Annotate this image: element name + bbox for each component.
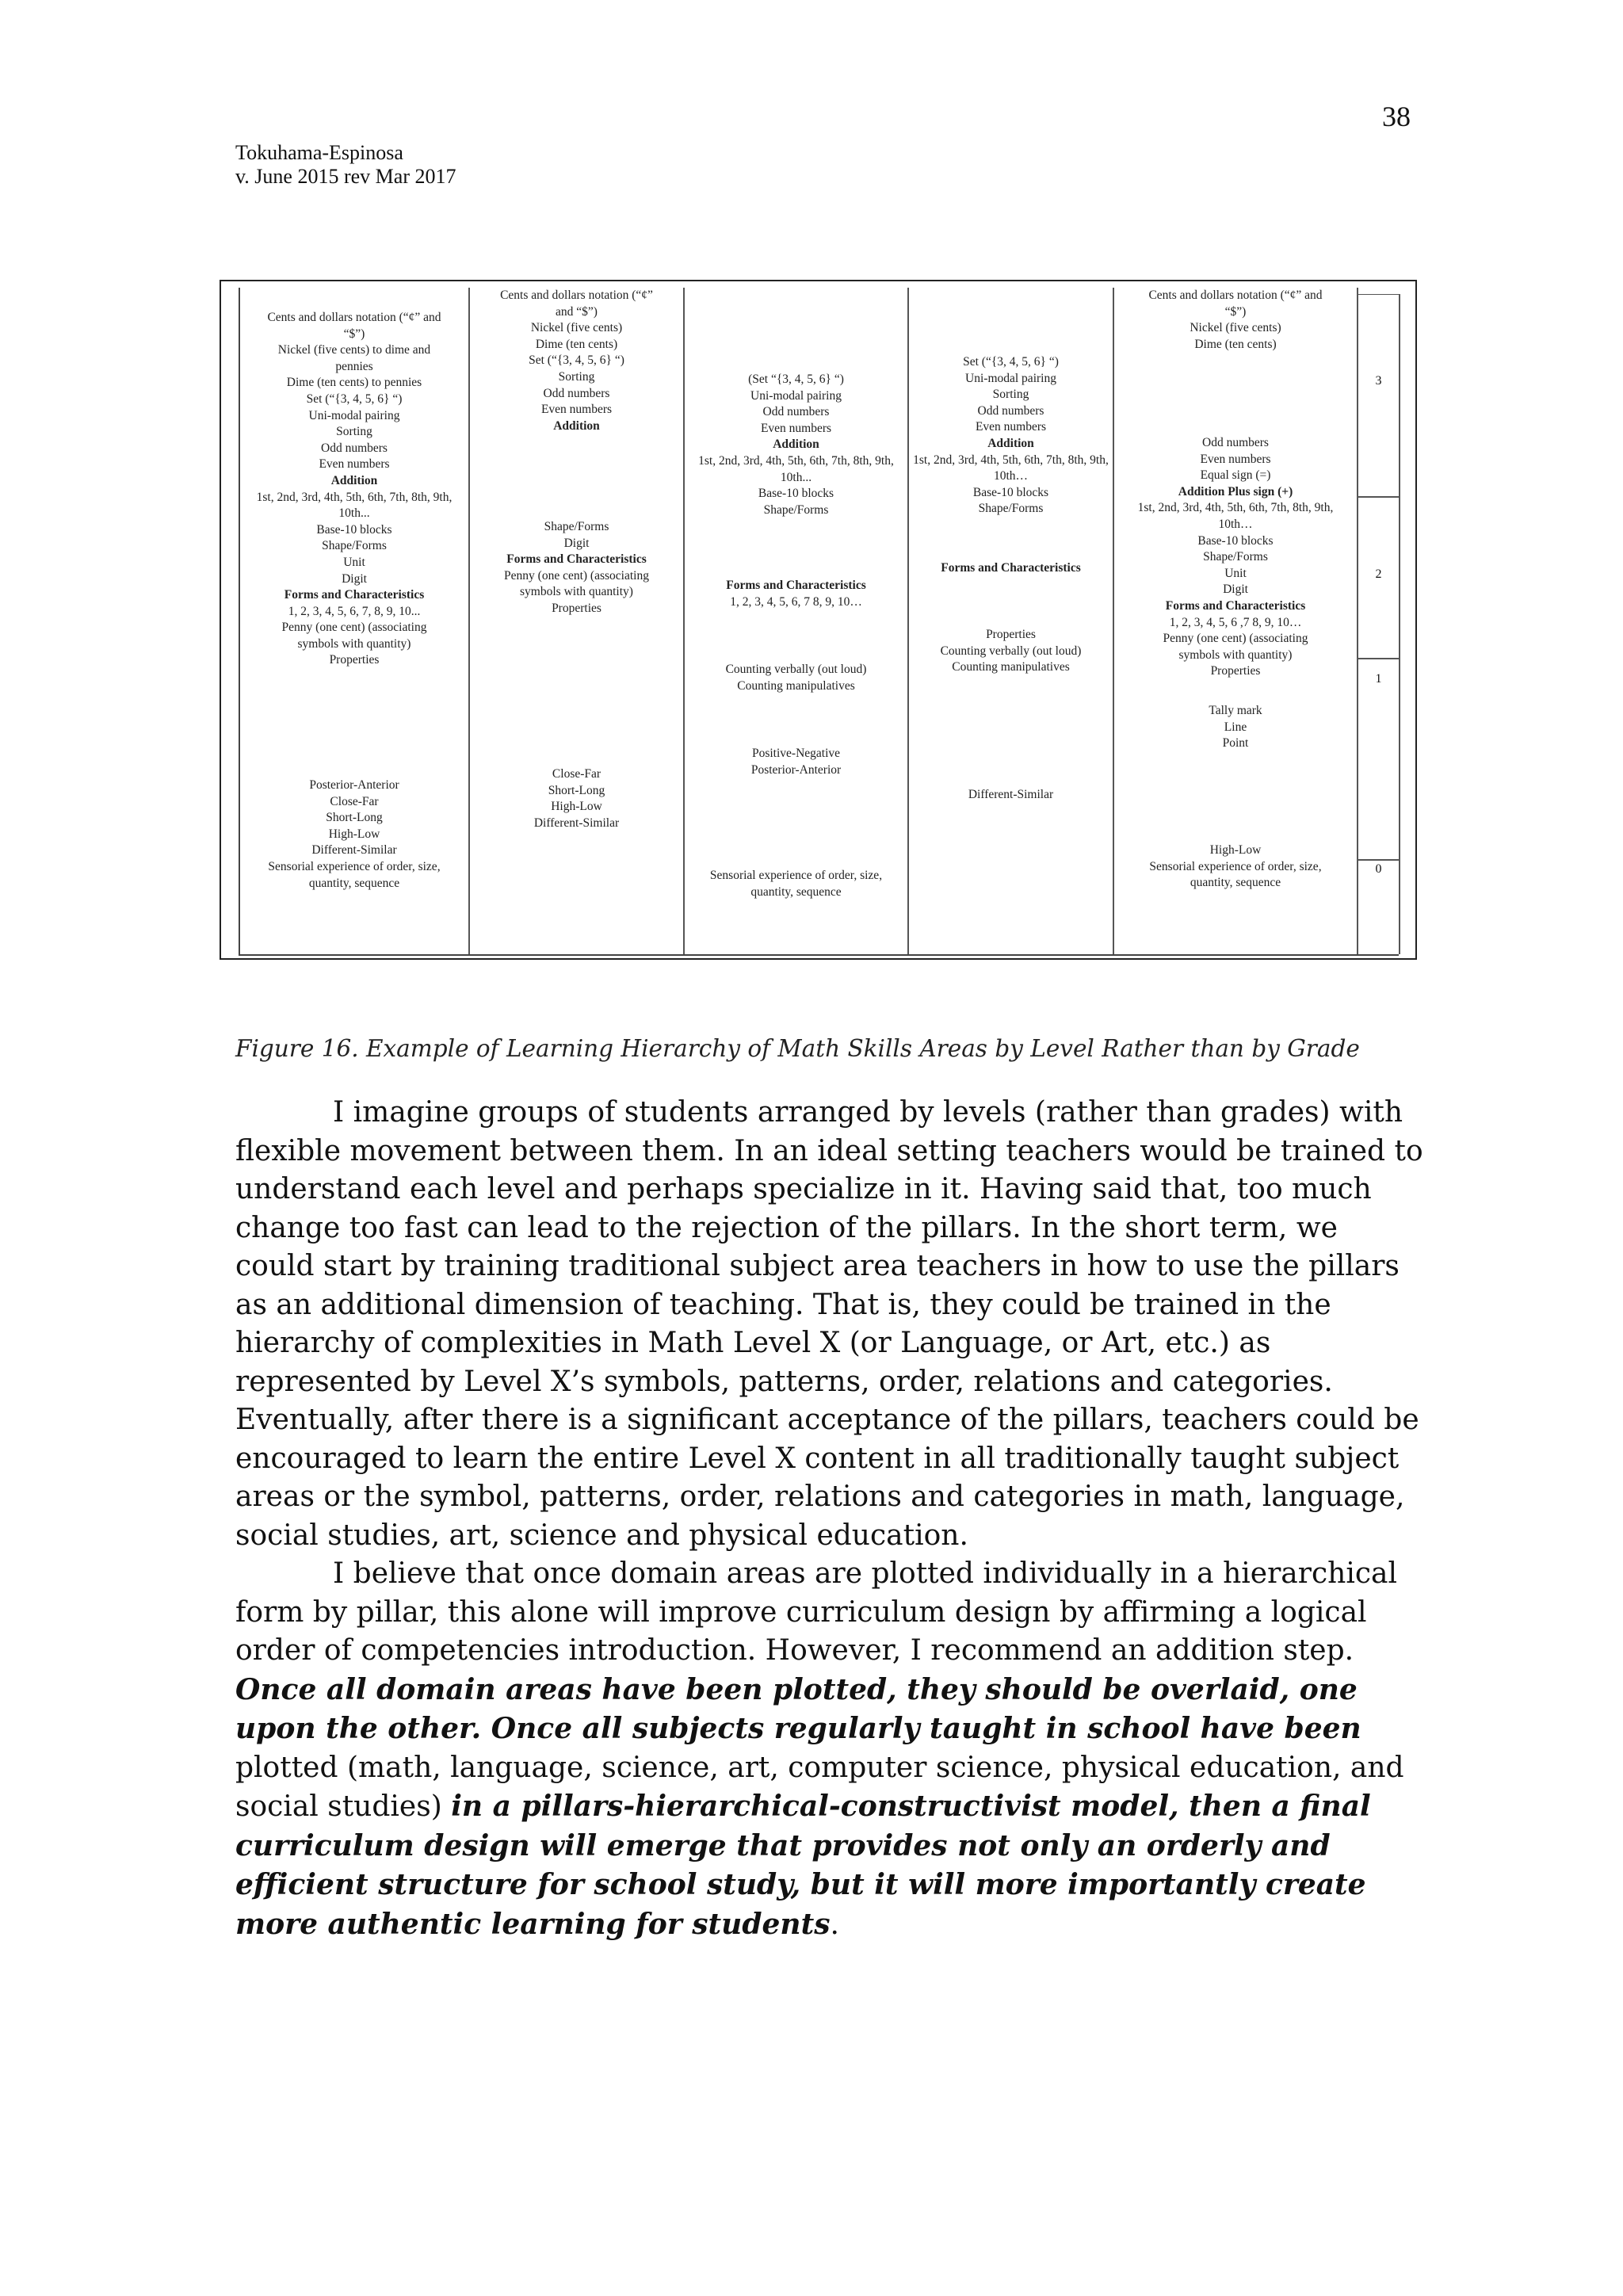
level-number: 3 — [1375, 374, 1382, 388]
level-box-2 — [1358, 496, 1399, 659]
figure-cell-line: High-Low — [1209, 843, 1262, 857]
figure-cell-line: Counting manipulatives — [952, 660, 1070, 674]
figure-cell-line: Unit — [343, 555, 365, 569]
body-paragraph-2 — [235, 1555, 1424, 1944]
figure-cell-line: Base-10 blocks — [972, 485, 1049, 499]
figure-cell-block — [909, 787, 1113, 804]
figure-cell-line: Short-Long — [548, 783, 605, 797]
figure-cell-line: pennies — [335, 359, 373, 373]
figure-cell-block — [909, 354, 1113, 518]
level-column-4 — [909, 288, 1114, 954]
figure-cell-block — [470, 288, 683, 434]
figure-cell-line: quantity, sequence — [308, 876, 400, 890]
figure-cell-block — [909, 560, 1113, 577]
figure-cell-line: 10th... — [780, 470, 812, 484]
figure-cell-block — [1114, 842, 1357, 892]
figure-cell-line: Addition — [773, 437, 819, 452]
figure-cell-line: Properties — [329, 653, 380, 667]
figure-cell-line: Line — [1224, 720, 1247, 734]
figure-cell-line: Addition — [330, 473, 378, 487]
figure-cell-line: 1, 2, 3, 4, 5, 6 ,7 8, 9, 10… — [1169, 615, 1302, 629]
figure-cell-line: Odd numbers — [1202, 436, 1269, 449]
figure-cell-line: quantity, sequence — [1190, 876, 1281, 890]
figure-cell-line: Counting verbally (out loud) — [940, 644, 1082, 658]
level-number: 1 — [1375, 672, 1382, 686]
figure-cell-line: Base-10 blocks — [1197, 533, 1274, 548]
figure-cell-line: Cents and dollars notation (“¢” — [500, 288, 653, 302]
figure-cell-line: Sensorial experience of order, size, — [268, 859, 441, 873]
figure-cell-block — [685, 746, 907, 778]
figure-cell-line: symbols with quantity) — [1178, 648, 1293, 662]
figure-cell-line: Shape/Forms — [763, 502, 829, 517]
figure-cell-line: 1, 2, 3, 4, 5, 6, 7 8, 9, 10… — [730, 594, 862, 609]
figure-cell-line: 10th… — [993, 469, 1029, 483]
figure-cell-line: “$”) — [343, 327, 365, 341]
figure-cell-line: Sensorial experience of order, size, — [1149, 859, 1322, 873]
figure-cell-line: Even numbers — [319, 457, 390, 472]
figure-cell-line: Counting manipulatives — [737, 678, 855, 693]
level-box-0 — [1358, 859, 1399, 955]
running-header-version: v. June 2015 rev Mar 2017 — [235, 165, 456, 188]
paragraph-text: plotted (math, language, science, art, computer science, physical education, and social studies) — [235, 1751, 1404, 1823]
level-number: 0 — [1375, 862, 1382, 876]
figure-cell-line: Even numbers — [1200, 452, 1271, 466]
figure-cell-line: Nickel (five cents) — [530, 321, 623, 335]
figure-cell-line: Different-Similar — [311, 843, 397, 858]
figure-cell-block — [240, 310, 468, 669]
figure-cell-line: 1, 2, 3, 4, 5, 6, 7, 8, 9, 10... — [288, 604, 421, 618]
level-column-2 — [470, 288, 685, 954]
figure-cell-line: Tally mark — [1209, 704, 1262, 717]
level-column-5 — [1114, 288, 1358, 954]
figure-cell-line: Dime (ten cents) — [535, 337, 618, 351]
figure-cell-line: Even numbers — [760, 421, 832, 435]
figure-cell-line: Cents and dollars notation (“¢” and — [267, 311, 441, 324]
figure-cell-line: Shape/Forms — [322, 539, 387, 553]
paragraph-text: I imagine groups of students arranged by levels (rather than grades) with flexible movement between them. In an ideal setting teachers would be trained to understand each level and perhaps specialize in it. Having said that, too much change too fast can lead to the rejection of the pillars. In the short term, we could start by training traditional subject area teachers in how to use the pillars as an additional dimension of teaching. That is, they could be trained in the hierarchy of complexities in Math Level X (or Language, or Art, etc.) as represented by Level X’s symbols, patterns, order, relations and categories. Eventually, after there is a significant acceptance of the pillars, teachers could be encouraged to learn the entire Level X content in all traditionally taught subject areas or the symbol, patterns, order, relations and categories in math, language, social studies, art, science and physical education. — [235, 1096, 1423, 1552]
figure-cell-line: High-Low — [551, 800, 602, 814]
figure-cell-line: Digit — [1223, 583, 1248, 597]
level-number: 2 — [1375, 567, 1382, 581]
figure-cell-line: Cents and dollars notation (“¢” and — [1148, 288, 1323, 302]
paragraph-text: . — [830, 1908, 839, 1941]
figure-cell-line: Sorting — [558, 369, 595, 384]
figure-cell-line: Even numbers — [975, 420, 1047, 434]
figure-cell-line: Even numbers — [540, 403, 613, 417]
figure-cell-block — [909, 627, 1113, 676]
figure-cell-line: Forms and Characteristics — [284, 588, 425, 602]
figure-cell-line: Sorting — [336, 425, 372, 439]
figure-cell-line: Positive-Negative — [751, 747, 841, 760]
figure-cell-line: Shape/Forms — [1203, 550, 1268, 564]
figure-cell-line: symbols with quantity) — [520, 585, 633, 599]
figure-cell-block — [685, 372, 907, 518]
figure-cell-block — [685, 578, 907, 610]
figure-cell-line: Digit — [342, 571, 367, 586]
level-column-1 — [240, 288, 470, 954]
emphasized-text: in a pillars-hierarchical-constructivist model, then a final curriculum design will emerge that provides not only an orderly and efficient structure for school study, but it will more importantly create more authentic learning for students — [235, 1790, 1371, 1941]
emphasized-text: Once all domain areas have been plotted, they should be overlaid, one upon the other. Once all subjects regularly taught in school have been — [235, 1672, 1361, 1745]
figure-cell-line: Nickel (five cents) — [1190, 321, 1281, 335]
figure-cell-line: symbols with quantity) — [297, 636, 411, 651]
figure-cell-line: Short-Long — [326, 811, 383, 825]
figure-cell-line: Penny (one cent) (associating — [281, 621, 427, 635]
figure-cell-line: Posterior-Anterior — [750, 762, 842, 777]
figure-cell-line: Sensorial experience of order, size, — [709, 869, 883, 882]
paragraph-text: I believe that once domain areas are plotted individually in a hierarchical form by pillar, this alone will improve curriculum design by affirming a logical order of competencies introduction. However, I recommend an addition step. — [235, 1557, 1397, 1667]
figure-cell-line: Forms and Characteristics — [506, 552, 647, 567]
figure-cell-line: Properties — [1210, 664, 1261, 678]
figure-cell-line: 10th… — [1218, 517, 1253, 531]
figure-cell-line: Forms and Characteristics — [941, 561, 1081, 575]
page-number: 38 — [1382, 101, 1411, 132]
figure-cell-line: Uni-modal pairing — [308, 408, 400, 422]
figure-cell-line: Uni-modal pairing — [965, 371, 1056, 385]
figure-16-table — [220, 280, 1417, 960]
figure-cell-line: Close-Far — [552, 767, 601, 781]
figure-cell-block — [470, 766, 683, 831]
figure-table-grid — [239, 288, 1399, 956]
figure-cell-block — [1114, 435, 1357, 680]
figure-cell-line: Different-Similar — [968, 788, 1054, 801]
figure-cell-line: Close-Far — [330, 794, 379, 808]
figure-cell-line: Odd numbers — [543, 386, 610, 400]
figure-cell-line: 1st, 2nd, 3rd, 4th, 5th, 6th, 7th, 8th, 9th, — [1137, 501, 1334, 515]
figure-cell-line: Shape/Forms — [978, 502, 1044, 516]
figure-cell-line: Counting verbally (out loud) — [725, 663, 867, 676]
figure-cell-line: 1st, 2nd, 3rd, 4th, 5th, 6th, 7th, 8th, 9th, — [913, 453, 1109, 467]
figure-cell-line: 1st, 2nd, 3rd, 4th, 5th, 6th, 7th, 8th, 9th, — [698, 453, 894, 468]
body-text — [235, 1094, 1424, 1944]
figure-cell-line: Shape/Forms — [544, 520, 609, 533]
figure-cell-line: Odd numbers — [321, 441, 388, 455]
figure-cell-line: Addition — [987, 436, 1034, 450]
figure-cell-line: Addition Plus sign (+) — [1178, 484, 1293, 499]
body-paragraph-1 — [235, 1094, 1424, 1555]
figure-cell-line: Point — [1222, 736, 1249, 751]
figure-cell-line: Odd numbers — [762, 405, 830, 419]
figure-cell-line: (Set “{3, 4, 5, 6} “) — [748, 372, 844, 386]
level-number-column — [1358, 294, 1400, 954]
figure-cell-block — [685, 662, 907, 694]
figure-cell-block — [1114, 703, 1357, 752]
figure-caption: Figure 16. Example of Learning Hierarchy of Math Skills Areas by Level Rather than by Grade — [235, 1035, 1360, 1062]
figure-cell-line: Set (“{3, 4, 5, 6} “) — [963, 355, 1059, 369]
figure-cell-line: Penny (one cent) (associating — [1163, 632, 1308, 646]
figure-cell-line: Set (“{3, 4, 5, 6} “) — [529, 353, 624, 368]
level-box-3 — [1358, 295, 1399, 498]
figure-cell-line: Addition — [553, 418, 600, 433]
figure-cell-line: Digit — [563, 536, 590, 550]
figure-cell-line: Unit — [1224, 566, 1247, 580]
figure-cell-line: and “$”) — [556, 304, 598, 319]
figure-cell-block — [240, 777, 468, 892]
figure-cell-line: quantity, sequence — [750, 884, 842, 899]
figure-cell-line: Penny (one cent) (associating — [504, 568, 649, 583]
running-header-author: Tokuhama-Espinosa — [235, 141, 403, 164]
figure-cell-line: Odd numbers — [977, 403, 1044, 418]
figure-cell-line: Posterior-Anterior — [309, 778, 399, 792]
figure-cell-line: Properties — [986, 628, 1036, 641]
figure-cell-line: 10th... — [338, 506, 370, 521]
figure-cell-line: Properties — [552, 601, 601, 615]
figure-cell-line: Forms and Characteristics — [1165, 598, 1306, 613]
figure-cell-line: Base-10 blocks — [758, 487, 834, 501]
figure-cell-line: Dime (ten cents) — [1194, 337, 1277, 351]
figure-cell-line: “$”) — [1224, 304, 1247, 319]
figure-cell-block — [470, 519, 683, 617]
figure-cell-line: Set (“{3, 4, 5, 6} “) — [306, 392, 403, 406]
figure-cell-block — [1114, 288, 1357, 353]
figure-cell-block — [685, 868, 907, 900]
figure-cell-line: High-Low — [328, 827, 380, 841]
figure-cell-line: Uni-modal pairing — [750, 388, 842, 403]
figure-cell-line: Forms and Characteristics — [726, 579, 866, 592]
figure-cell-line: Sorting — [992, 388, 1029, 402]
level-box-1 — [1358, 658, 1399, 861]
figure-cell-line: Base-10 blocks — [316, 522, 392, 537]
level-column-3 — [685, 288, 909, 954]
figure-cell-line: 1st, 2nd, 3rd, 4th, 5th, 6th, 7th, 8th, 9th, — [256, 490, 453, 504]
figure-cell-line: Nickel (five cents) to dime and — [277, 343, 431, 357]
figure-cell-line: Equal sign (=) — [1200, 468, 1271, 483]
figure-cell-line: Different-Similar — [533, 816, 620, 830]
figure-cell-line: Dime (ten cents) to pennies — [286, 376, 422, 390]
